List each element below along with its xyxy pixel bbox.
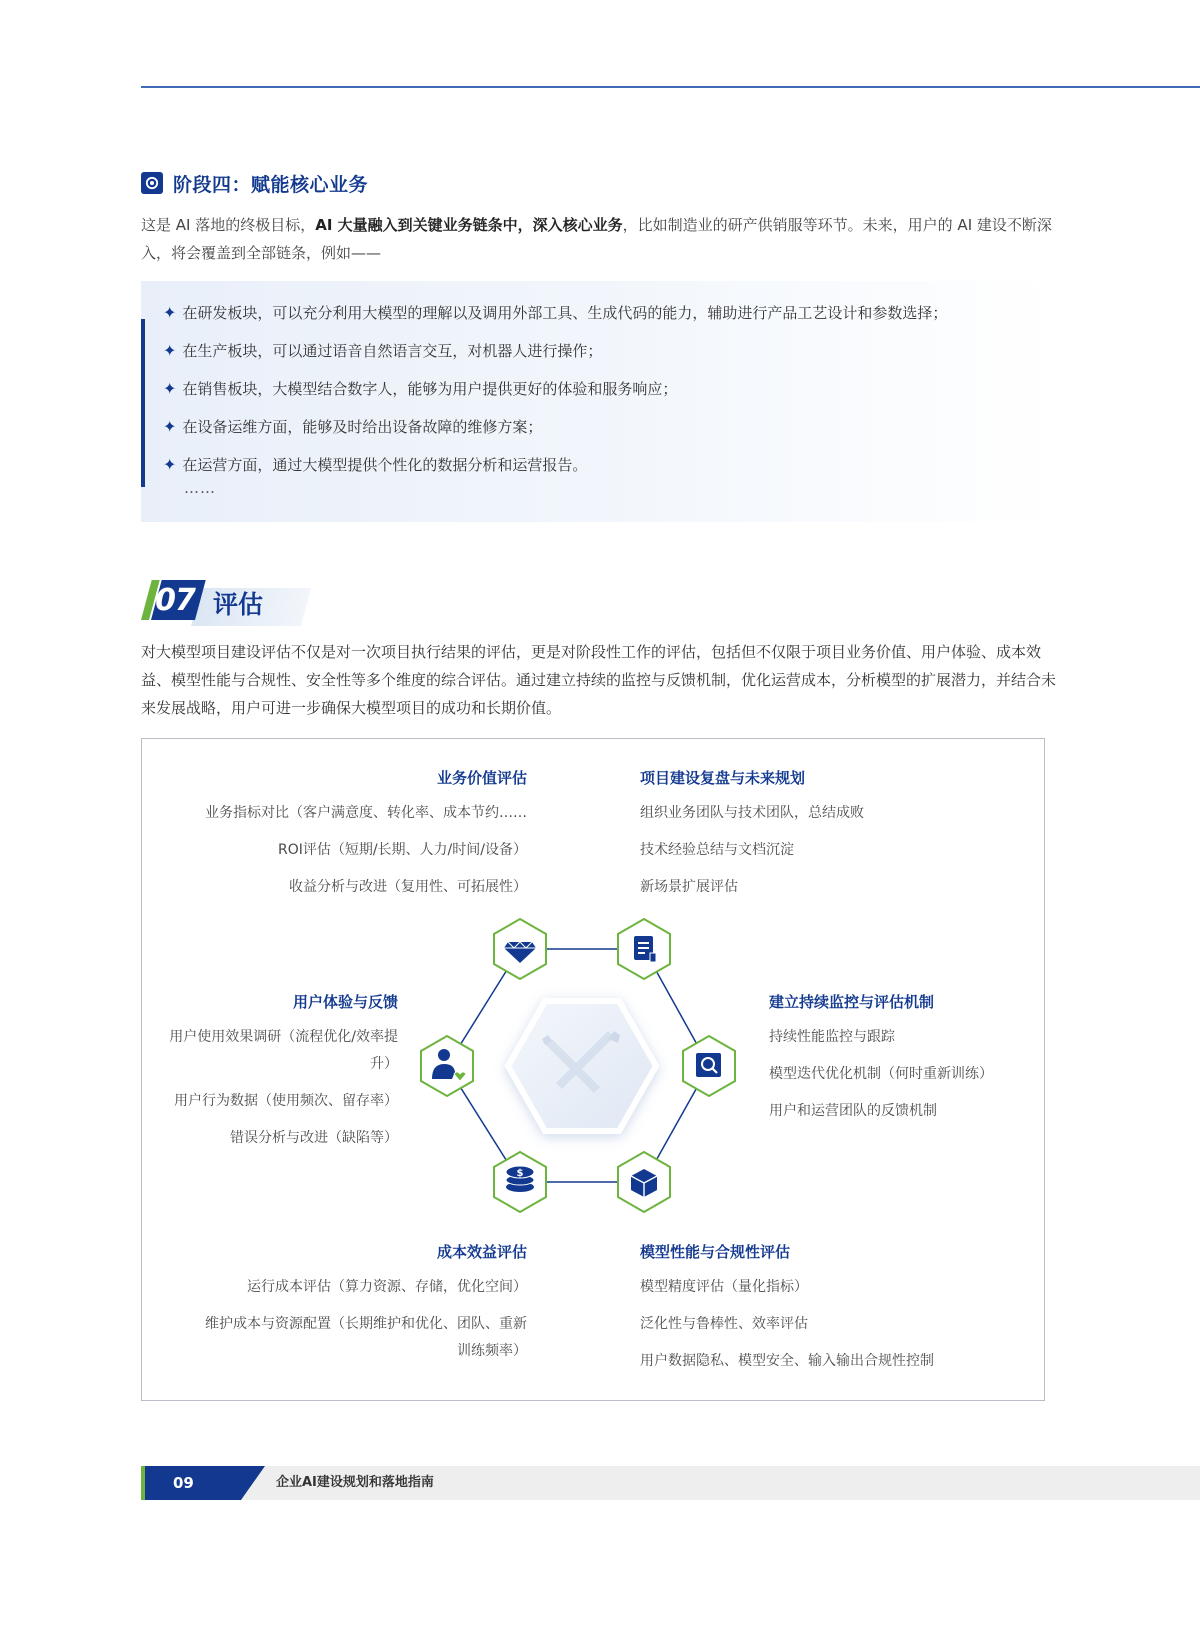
footer-doc-title: 企业AI建设规划和落地指南 bbox=[276, 1475, 434, 1490]
examples-box bbox=[141, 281, 1056, 522]
group-title: 成本效益评估 bbox=[436, 1243, 527, 1261]
footer-green-stripe bbox=[141, 1466, 145, 1500]
list-item bbox=[163, 370, 947, 408]
top-rule bbox=[141, 86, 1200, 88]
group-item: 收益分析与改进（复用性、可拓展性） bbox=[289, 879, 527, 895]
group-title: 项目建设复盘与未来规划 bbox=[640, 769, 806, 787]
group-model-compliance bbox=[640, 1241, 1020, 1385]
example-text: 在设备运维方面，能够及时给出设备故障的维修方案； bbox=[182, 418, 543, 436]
group-business-value bbox=[182, 767, 527, 911]
gear-badge-icon bbox=[141, 172, 163, 194]
group-title: 业务价值评估 bbox=[436, 769, 527, 787]
group-item: 泛化性与鲁棒性、效率评估 bbox=[640, 1316, 808, 1332]
list-item bbox=[163, 294, 947, 332]
section-title: 评估 bbox=[213, 590, 264, 619]
group-item: 新场景扩展评估 bbox=[640, 879, 738, 895]
evaluation-diagram bbox=[141, 738, 1045, 1401]
group-cost-benefit bbox=[192, 1241, 527, 1375]
group-item: 维护成本与资源配置（长期维护和优化、团队、重新训练频率） bbox=[205, 1316, 527, 1359]
group-item: 持续性能监控与跟踪 bbox=[769, 1029, 895, 1045]
group-title: 模型性能与合规性评估 bbox=[640, 1243, 791, 1261]
page-footer bbox=[141, 1466, 1200, 1500]
examples-accent-bar bbox=[141, 319, 145, 487]
four-point-star-icon: ✦ bbox=[163, 303, 177, 322]
svg-text:$: $ bbox=[516, 1168, 524, 1179]
group-item: 模型迭代优化机制（何时重新训练） bbox=[769, 1066, 993, 1082]
group-item: ROI评估（短期/长期、人力/时间/设备） bbox=[277, 842, 527, 858]
four-point-star-icon: ✦ bbox=[163, 455, 177, 474]
list-item bbox=[163, 446, 947, 484]
example-text: 在销售板块，大模型结合数字人，能够为用户提供更好的体验和服务响应； bbox=[182, 380, 678, 398]
group-user-experience bbox=[162, 991, 398, 1162]
page-number: 09 bbox=[173, 1474, 194, 1492]
group-item: 错误分析与改进（缺陷等） bbox=[230, 1130, 398, 1146]
stage-intro-suffix: ，比如制造业的研产供销服等环节。未来，用户的 AI 建设不断深入，将会覆盖到全部链条，例如—— bbox=[141, 216, 1052, 262]
example-text: 在运营方面，通过大模型提供个性化的数据分析和运营报告。 bbox=[182, 456, 588, 474]
list-item bbox=[163, 332, 947, 370]
group-item: 用户数据隐私、模型安全、输入输出合规性控制 bbox=[640, 1353, 934, 1369]
stage-intro bbox=[141, 211, 1061, 267]
magnifier-screen-icon bbox=[696, 1053, 721, 1077]
group-item: 业务指标对比（客户满意度、转化率、成本节约…… bbox=[205, 805, 527, 821]
section-number: 07 bbox=[155, 583, 195, 618]
four-point-star-icon: ✦ bbox=[163, 417, 177, 436]
section-header bbox=[141, 580, 311, 628]
stage-intro-bold: AI 大量融入到关键业务链条中，深入核心业务 bbox=[315, 216, 623, 234]
examples-ellipsis: …… bbox=[184, 479, 216, 497]
example-text: 在生产板块，可以通过语音自然语言交互，对机器人进行操作； bbox=[182, 342, 603, 360]
group-item: 用户行为数据（使用频次、留存率） bbox=[174, 1093, 398, 1109]
group-item: 模型精度评估（量化指标） bbox=[640, 1279, 808, 1295]
stage-heading bbox=[141, 169, 368, 197]
four-point-star-icon: ✦ bbox=[163, 341, 177, 360]
group-title: 用户体验与反馈 bbox=[292, 993, 398, 1011]
group-item: 运行成本评估（算力资源、存储，优化空间） bbox=[247, 1279, 527, 1295]
list-item bbox=[163, 408, 947, 446]
four-point-star-icon: ✦ bbox=[163, 379, 177, 398]
group-item: 用户和运营团队的反馈机制 bbox=[769, 1103, 937, 1119]
examples-list bbox=[163, 294, 947, 484]
group-item: 技术经验总结与文档沉淀 bbox=[640, 842, 794, 858]
group-title: 建立持续监控与评估机制 bbox=[769, 993, 935, 1011]
group-item: 用户使用效果调研（流程优化/效率提升） bbox=[169, 1029, 398, 1072]
section-intro: 对大模型项目建设评估不仅是对一次项目执行结果的评估，更是对阶段性工作的评估，包括但不仅限于项目业务价值、用户体验、成本效益、模型性能与合规性、安全性等多个维度的综合评估。通过建立持续的监控与反馈机制，优化运营成本，分析模型的扩展潜力，并结合未来发展战略，用户可进一步确保大模型项目的成功和长期价值。 bbox=[141, 643, 1057, 717]
coin-stack-icon bbox=[506, 1166, 534, 1192]
group-review-planning bbox=[640, 767, 1000, 911]
stage-intro-prefix: 这是 AI 落地的终极目标， bbox=[141, 216, 316, 234]
example-text: 在研发板块，可以充分利用大模型的理解以及调用外部工具、生成代码的能力，辅助进行产品工艺设计和参数选择； bbox=[182, 304, 948, 322]
group-item: 组织业务团队与技术团队，总结成败 bbox=[640, 805, 864, 821]
document-icon bbox=[634, 936, 656, 962]
group-monitoring bbox=[769, 991, 1039, 1135]
stage-title: 阶段四：赋能核心业务 bbox=[173, 173, 369, 196]
